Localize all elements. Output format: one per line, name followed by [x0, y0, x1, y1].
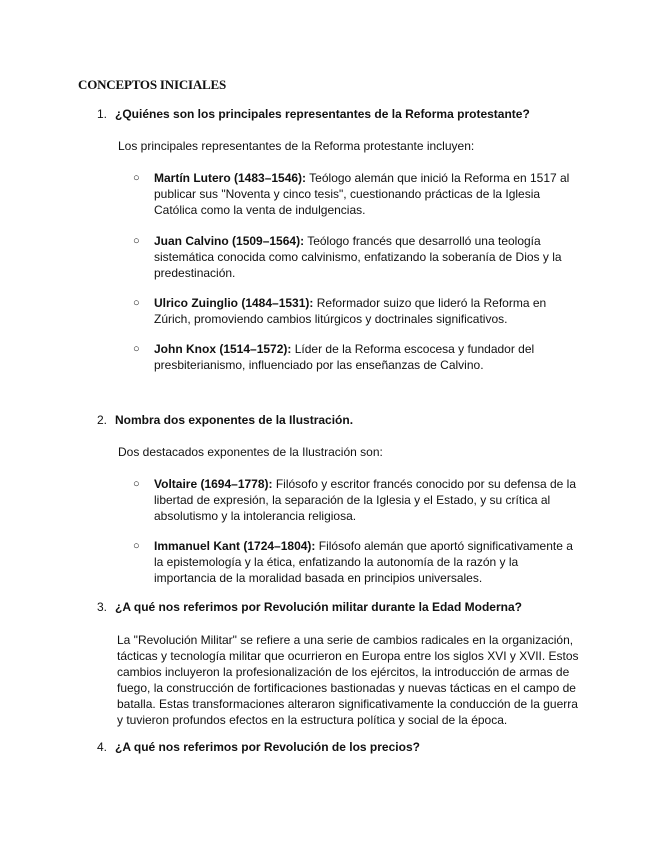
answer-intro: Los principales representantes de la Reforma protestante incluyen: [118, 139, 475, 153]
bullet-icon: ○ [133, 172, 140, 184]
question-text: Nombra dos exponentes de la Ilustración. [115, 413, 354, 427]
item-name: Voltaire (1694–1778): [154, 477, 273, 491]
item-text: Filósofo y escritor francés conocido por su defensa de la libertad de expresión, la separación de la Iglesia y el Estado, y su crítica al absolutismo y la intolerancia religiosa. [154, 477, 577, 523]
question-text: ¿A qué nos referimos por Revolución militar durante la Edad Moderna? [115, 600, 522, 614]
list-item [133, 170, 583, 218]
item-name: Immanuel Kant (1724–1804): [154, 539, 316, 553]
item-name: John Knox (1514–1572): [154, 342, 292, 356]
document-heading: CONCEPTOS INICIALES [78, 77, 227, 92]
bullet-icon: ○ [133, 540, 140, 552]
question-1 [97, 107, 597, 121]
item-text: Teólogo alemán que inició la Reforma en 1517 al publicar sus "Noventa y cinco tesis", cuestionando prácticas de la Iglesia Católica como la venta de indulgencias. [154, 171, 570, 217]
question-2 [97, 413, 597, 427]
item-text: Filósofo alemán que aportó significativamente a la epistemología y la ética, enfatizando la autonomía de la razón y la importancia de la moralidad basada en principios universales. [154, 539, 573, 585]
bullet-icon: ○ [133, 235, 140, 247]
question-number: 3. [97, 600, 108, 614]
question-text: ¿A qué nos referimos por Revolución de los precios? [115, 740, 420, 754]
question-number: 1. [97, 107, 108, 121]
item-name: Martín Lutero (1483–1546): [154, 171, 307, 185]
question-number: 2. [97, 413, 108, 427]
list-item [133, 341, 583, 373]
item-text: Reformador suizo que lideró la Reforma en Zúrich, promoviendo cambios litúrgicos y doctrinales significativos. [154, 296, 547, 326]
list-item [133, 233, 583, 281]
list-item [133, 476, 583, 524]
item-text: Líder de la Reforma escocesa y fundador del presbiterianismo, influenciado por las enseñanzas de Calvino. [154, 342, 535, 372]
question-text: ¿Quiénes son los principales representantes de la Reforma protestante? [115, 107, 530, 121]
bullet-icon: ○ [133, 478, 140, 490]
answer-intro: Dos destacados exponentes de la Ilustración son: [118, 445, 383, 459]
item-text: Teólogo francés que desarrolló una teología sistemática conocida como calvinismo, enfatizando la soberanía de Dios y la predestinación. [154, 234, 562, 280]
list-item [133, 538, 583, 586]
question-number: 4. [97, 740, 108, 754]
list-item [133, 295, 583, 327]
item-name: Juan Calvino (1509–1564): [154, 234, 305, 248]
answer-paragraph: La "Revolución Militar" se refiere a una serie de cambios radicales en la organización, tácticas y tecnología militar que ocurrieron en Europa entre los siglos XVI y XVII. Estos cambios incluyeron la profesionalización de los ejércitos, la introducción de armas de fuego, la construcción de fortificaciones bastionadas y nuevas tácticas en el campo de batalla. Estas transformaciones alteraron significativamente la conducción de la guerra y tuvieron profundos efectos en la estructura política y social de la época. [117, 633, 579, 727]
bullet-icon: ○ [133, 343, 140, 355]
item-name: Ulrico Zuinglio (1484–1531): [154, 296, 314, 310]
question-3 [97, 600, 597, 614]
bullet-icon: ○ [133, 297, 140, 309]
question-4 [97, 740, 597, 754]
